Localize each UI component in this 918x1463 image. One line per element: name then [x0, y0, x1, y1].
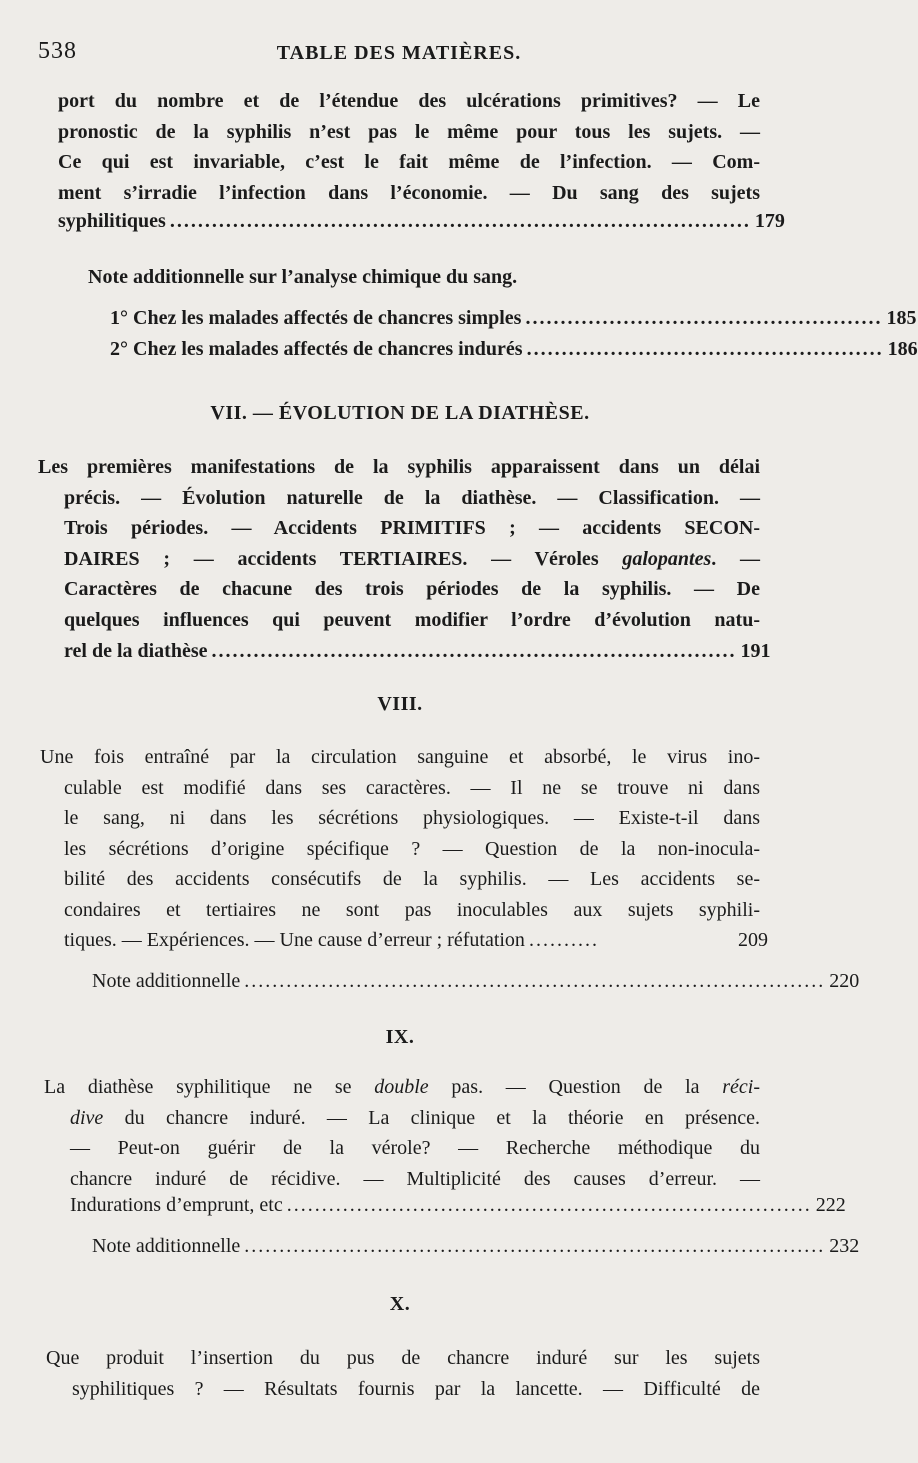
summary-line: syphilitiques ? — Résultats fournis par la lancette. — Difficulté de — [72, 1377, 760, 1400]
toc-page-number: 209 — [738, 929, 768, 951]
toc-page-number: 186 — [887, 338, 918, 360]
summary-line: le sang, ni dans les sécrétions physiologiques. — Existe-t-il dans — [64, 807, 760, 829]
toc-entry — [92, 1235, 860, 1265]
section-heading: VII. — ÉVOLUTION DE LA DIATHÈSE. — [210, 402, 590, 424]
leader-dots: ................................................................................... — [169, 210, 751, 232]
section-x-summary-cont — [72, 1374, 760, 1405]
toc-page-number: 191 — [740, 640, 771, 662]
summary-line: bilité des accidents consécutifs de la syphilis. — Les accidents se- — [64, 868, 760, 890]
toc-page-number: 185 — [886, 307, 917, 329]
summary-line: Les premières manifestations de la syphilis apparaissent dans un délai — [38, 456, 760, 478]
summary-line: — Peut-on guérir de la vérole? — Recherche méthodique du — [70, 1137, 760, 1159]
leader-dots: ........................................................................... — [211, 640, 737, 662]
leader-dots: .......... — [528, 929, 599, 951]
italic-term: galopantes — [622, 547, 712, 570]
toc-entry — [64, 929, 768, 959]
section-viii-summary — [40, 742, 760, 773]
italic-term: dive — [70, 1106, 104, 1129]
summary-line: condaires et tertiaires ne sont pas inoculables aux sujets syphili- — [64, 898, 760, 921]
summary-line: Que produit l’insertion du pus de chancre induré sur les sujets — [46, 1347, 760, 1369]
toc-entry-text: 1° Chez les malades affectés de chancres simples — [110, 307, 522, 329]
section-viii-summary-cont — [64, 773, 760, 926]
toc-page-number: 220 — [829, 970, 860, 992]
summary-line: Ce qui est invariable, c’est le fait même de l’infection. — Com- — [58, 151, 760, 173]
toc-page-number: 232 — [829, 1235, 860, 1257]
line-text: DAIRES ; — accidents TERTIAIRES. — Véroles — [64, 547, 623, 570]
toc-entry-text: 2° Chez les malades affectés de chancres indurés — [110, 338, 523, 360]
leader-dots: ................................................... — [526, 338, 884, 360]
summary-line: culable est modifié dans ses caractères. — Il ne se trouve ni dans — [64, 776, 760, 799]
summary-line: pronostic de la syphilis n’est pas le même pour tous les sujets. — — [58, 120, 760, 143]
note-title-text: Note additionnelle sur l’analyse chimique du sang. — [88, 266, 518, 288]
summary-line: Caractères de chacune des trois périodes de la syphilis. — De — [64, 578, 760, 600]
section-vi-summary — [58, 86, 760, 208]
section-vii-summary-cont — [64, 483, 760, 636]
leader-dots: ................................................................................... — [244, 970, 826, 992]
toc-entry — [70, 1194, 846, 1224]
italic-term: double — [374, 1076, 429, 1098]
toc-entry — [110, 307, 917, 337]
summary-line: ment s’irradie l’infection dans l’économie. — Du sang des sujets — [58, 181, 760, 204]
leader-dots: ................................................................................... — [244, 1235, 826, 1257]
running-head — [38, 38, 760, 74]
summary-line — [44, 1072, 760, 1103]
summary-line: chancre induré de récidive. — Multiplicité des causes d’erreur. — — [70, 1167, 760, 1190]
section-heading: IX. — [385, 1026, 415, 1048]
summary-line: Une fois entraîné par la circulation sanguine et absorbé, le virus ino- — [40, 746, 760, 768]
toc-entry-text: tiques. — Expériences. — Une cause d’erreur ; réfutation — [64, 929, 525, 951]
toc-entry-text: Indurations d’emprunt, etc — [70, 1194, 283, 1216]
summary-line: précis. — Évolution naturelle de la diathèse. — Classification. — — [64, 486, 760, 509]
summary-line: Trois périodes. — Accidents PRIMITIFS ; — accidents SECON- — [64, 517, 760, 539]
line-text: . — — [711, 547, 760, 570]
running-title: TABLE DES MATIÈRES. — [276, 42, 522, 64]
summary-line: les sécrétions d’origine spécifique ? — Question de la non-inocula- — [64, 837, 760, 860]
toc-page-number: 179 — [754, 210, 785, 232]
section-ix-summary-cont — [70, 1103, 760, 1195]
summary-line — [70, 1103, 760, 1134]
section-ix-summary — [44, 1072, 760, 1103]
summary-line: port du nombre et de l’étendue des ulcérations primitives? — Le — [58, 90, 760, 112]
leader-dots: ................................................... — [525, 307, 883, 329]
line-text: La diathèse syphilitique ne se — [44, 1076, 375, 1098]
toc-entry-text: Note additionnelle — [92, 970, 241, 992]
toc-page-number: 222 — [815, 1194, 846, 1216]
section-heading: VIII. — [377, 693, 423, 715]
summary-line — [64, 544, 760, 575]
summary-line: quelques influences qui peuvent modifier l’ordre d’évolution natu- — [64, 608, 760, 631]
toc-entry — [110, 338, 918, 368]
page-number: 538 — [38, 38, 77, 64]
line-text: du chancre induré. — La clinique et la théorie en présence. — [103, 1106, 760, 1129]
section-heading: X. — [389, 1293, 411, 1315]
toc-entry — [64, 640, 771, 670]
toc-entry — [92, 970, 860, 1000]
line-text: pas. — Question de la — [428, 1076, 723, 1098]
toc-entry — [58, 210, 785, 240]
leader-dots: ........................................................................... — [286, 1194, 812, 1216]
toc-entry-text: Note additionnelle — [92, 1235, 241, 1257]
note-title — [88, 262, 760, 293]
section-vii-summary — [38, 452, 760, 483]
toc-entry-text: syphilitiques — [58, 210, 166, 232]
italic-term: réci- — [722, 1076, 761, 1098]
toc-entry-text: rel de la diathèse — [64, 640, 208, 662]
section-x-summary — [46, 1343, 760, 1374]
